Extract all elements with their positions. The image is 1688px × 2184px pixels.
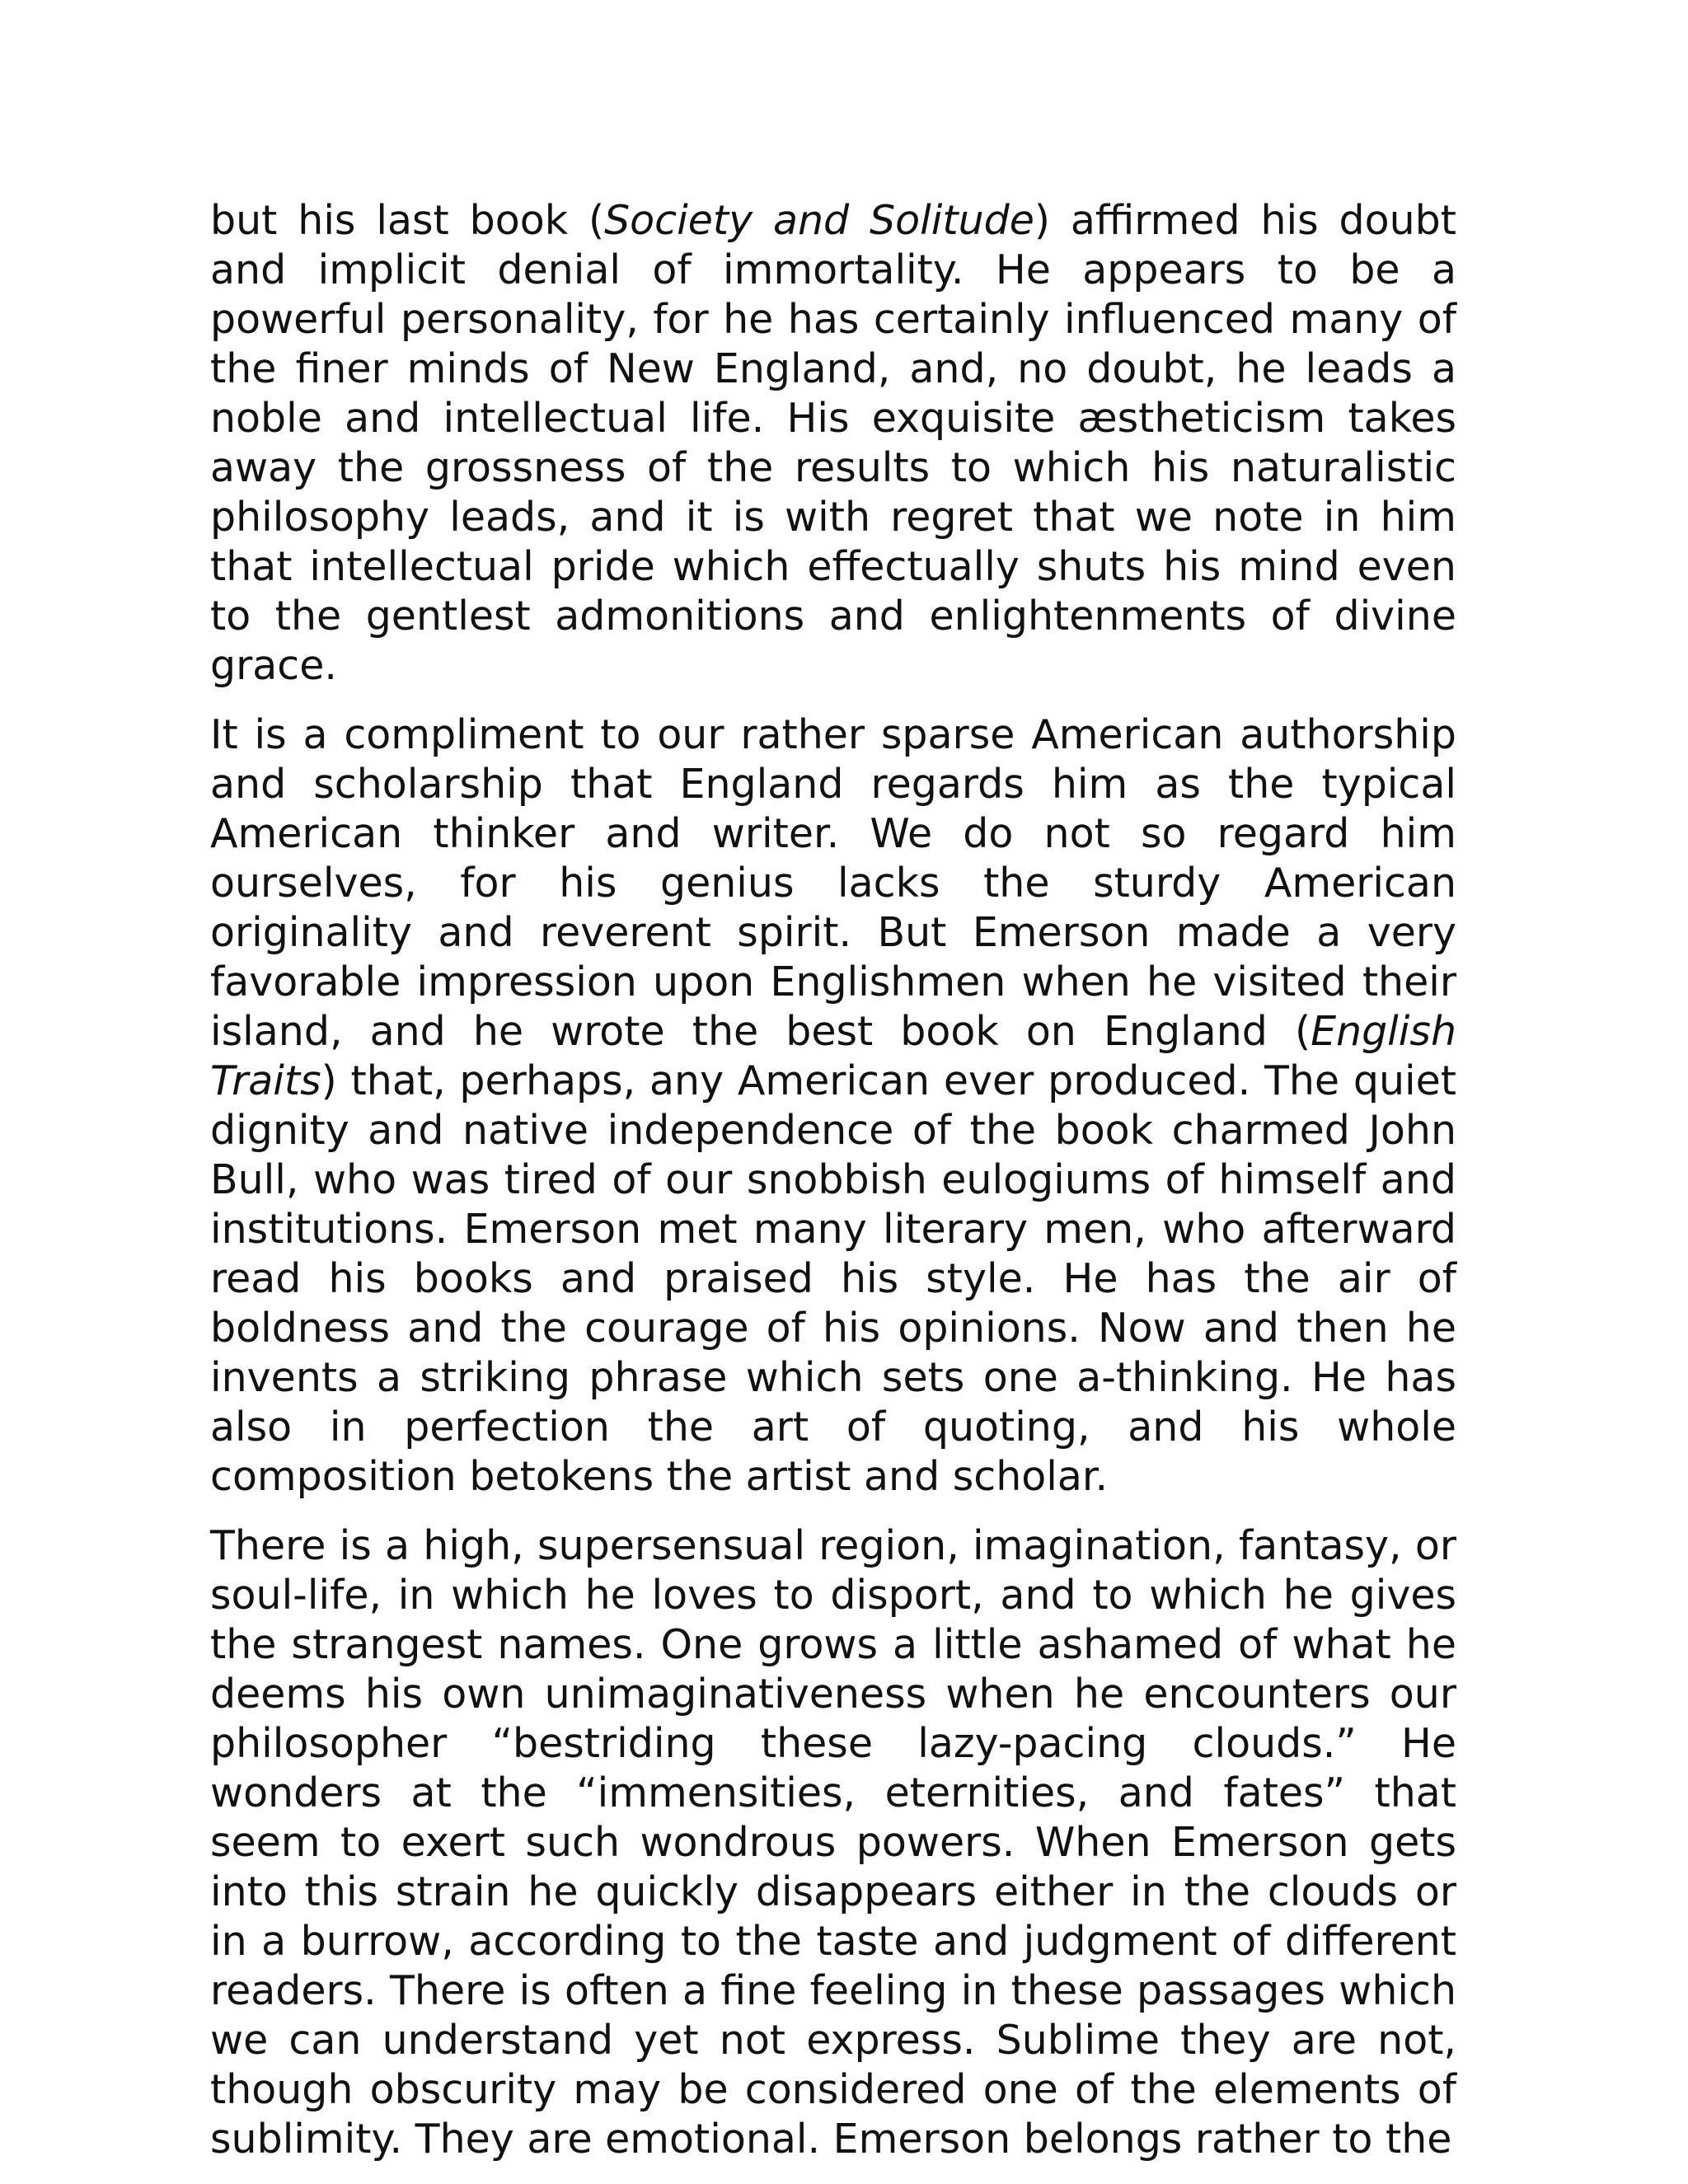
paragraph-2 <box>210 710 1456 1502</box>
paragraph-3: There is a high, supersensual region, imagination, fantasy, or soul-life, in which he loves to disport, and to which he gives the strangest names. One grows a little ashamed of what he deems his own unimaginativeness when he encounters our philosopher “bestriding these lazy-pacing clouds.” He wonders at the “immensities, eternities, and fates” that seem to exert such wondrous powers. When Emerson gets into this strain he quickly disappears either in the clouds or in a burrow, according to the taste and judgment of different readers. There is often a fine feeling in these passages which we can understand yet not express. Sublime they are not, though obscurity may be considered one of the elements of sublimity. They are emotional. Emerson belongs rather to the <box>210 1522 1456 2163</box>
paragraph-1 <box>210 196 1456 691</box>
document-page <box>210 196 1456 2184</box>
paragraph-2-text-a: It is a compliment to our rather sparse American authorship and scholarship that England regards him as the typical American thinker and writer. We do not so regard him ourselves, for his genius lacks the sturdy American originality and reverent spirit. But Emerson made a very favorable impression upon Englishmen when he visited their island, and he wrote the best book on England ( <box>210 711 1456 1055</box>
book-title-society-and-solitude: Society and Solitude <box>604 197 1034 244</box>
paragraph-1-text-a: but his last book ( <box>210 197 605 244</box>
paragraph-2-text-b: ) that, perhaps, any American ever produced. The quiet dignity and native independence of the book charmed John Bull, who was tired of our snobbish eulogiums of himself and institutions. Emerson met many literary men, who afterward read his books and praised his style. He has the air of boldness and the courage of his opinions. Now and then he invents a striking phrase which sets one a-thinking. He has also in perfection the art of quoting, and his whole composition betokens the artist and scholar. <box>210 1057 1456 1500</box>
paragraph-1-text-b: ) affirmed his doubt and implicit denial of immortality. He appears to be a powerful personality, for he has certainly influenced many of the finer minds of New England, and, no doubt, he leads a noble and intellectual life. His exquisite æstheticism takes away the grossness of the results to which his naturalistic philosophy leads, and it is with regret that we note in him that intellectual pride which effectually shuts his mind even to the gentlest admonitions and enlightenments of divine grace. <box>210 197 1456 689</box>
book-title-english-traits: English Traits <box>210 1008 1456 1104</box>
